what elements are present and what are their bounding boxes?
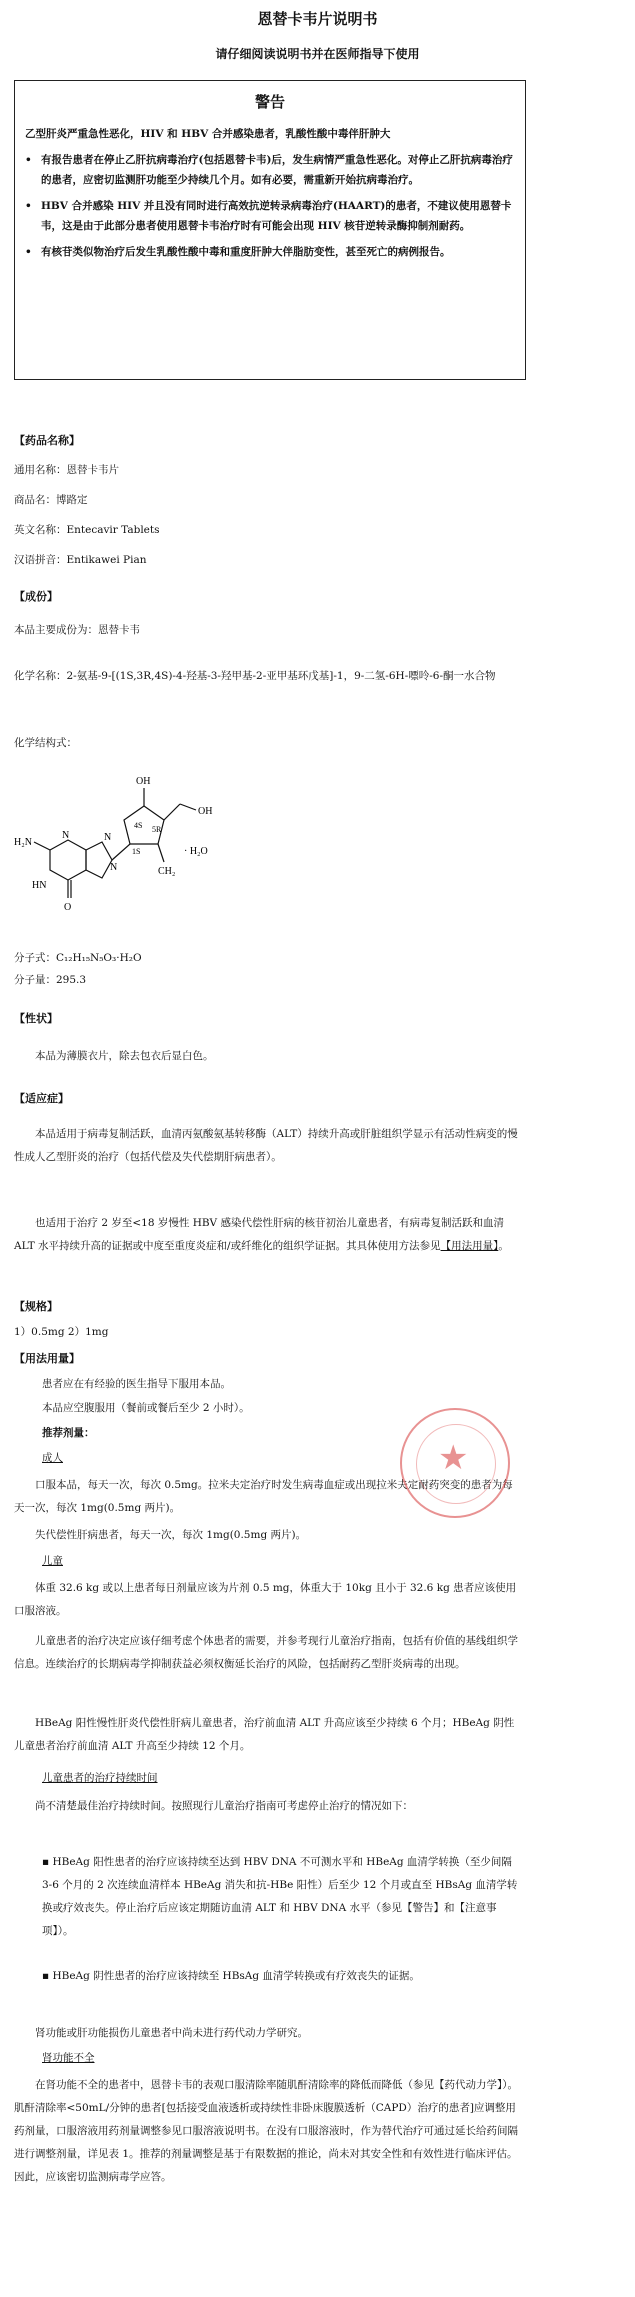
child-dose-paragraph: 体重 32.6 kg 或以上患者每日剂量应该为片剂 0.5 mg，体重大于 10kg 且小于 32.6 kg 患者应该使用口服溶液。	[14, 1582, 517, 1617]
recommended-dose-label: 推荐剂量：	[42, 1427, 95, 1439]
stereo-label: 4S	[134, 821, 143, 830]
atom-label: · H₂O	[184, 846, 208, 857]
child-duration-subheading: 儿童患者的治疗持续时间	[42, 1772, 158, 1784]
indications-paragraph: 本品适用于病毒复制活跃，血清丙氨酸氨基转移酶（ALT）持续升高或肝脏组织学显示有活动性病变的慢性成人乙型肝炎的治疗（包括代偿及失代偿期肝病患者）。	[14, 1128, 518, 1163]
properties-text: 本品为薄膜衣片，除去包衣后显白色。	[35, 1050, 214, 1062]
indications-paragraph: 也适用于治疗 2 岁至<18 岁慢性 HBV 感染代偿性肝病的核苷初治儿童患者，有病毒复制活跃和血清 ALT 水平持续升高的证据或中度至重度炎症和/或纤维化的组织学证据。其具体使用方法参见【用法用量】。	[14, 1217, 509, 1252]
section-properties: 【性状】	[14, 1012, 58, 1025]
main-ingredient: 本品主要成份为：恩替卡韦	[14, 624, 140, 636]
document-subtitle: 请仔细阅读说明书并在医师指导下使用	[215, 47, 420, 61]
child-treatment-paragraph: 儿童患者的治疗决定应该仔细考虑个体患者的需要，并参考现行儿童治疗指南，包括有价值的基线组织学信息。连续治疗的长期病毒学抑制获益必须权衡延长治疗的风险，包括耐药乙型肝炎病毒的出现。	[14, 1635, 518, 1670]
chemical-structure-diagram	[12, 770, 232, 940]
decompensated-dose: 失代偿性肝病患者，每天一次，每次 1mg(0.5mg 两片)。	[35, 1529, 307, 1541]
stereo-label: 5R	[152, 825, 162, 834]
chemical-name: 化学名称：2-氨基-9-[(1S,3R,4S)-4-羟基-3-羟甲基-2-亚甲基环戊基]-1，9-二氢-6H-嘌呤-6-酮一水合物	[14, 670, 496, 682]
atom-label: N	[62, 830, 70, 841]
section-dosage: 【用法用量】	[14, 1352, 80, 1365]
child-alt-paragraph: HBeAg 阳性慢性肝炎代偿性肝病儿童患者，治疗前血清 ALT 升高应该至少持续 6 个月；HBeAg 阴性儿童患者治疗前血清 ALT 升高至少持续 12 个月。	[14, 1717, 515, 1752]
specification-text: 1）0.5mg 2）1mg	[14, 1326, 109, 1338]
section-drug-name: 【药品名称】	[14, 434, 80, 447]
atom-label: OH	[198, 806, 213, 817]
company-seal-stamp	[400, 1408, 510, 1518]
atom-label: N	[104, 832, 112, 843]
duration-paragraph: 尚不清楚最佳治疗持续时间。按照现行儿童治疗指南可考虑停止治疗的情况如下：	[35, 1800, 413, 1812]
renal-subheading: 肾功能不全	[42, 2052, 95, 2064]
atom-label: H₂N	[14, 837, 32, 848]
atom-label: N	[110, 862, 118, 873]
warning-heading: 警告	[254, 93, 285, 111]
molecular-formula: 分子式：C₁₂H₁₅N₅O₃·H₂O	[14, 952, 142, 964]
atom-label: O	[64, 902, 72, 913]
bullet-icon: ▪	[42, 1856, 53, 1868]
bullet-icon: •	[25, 200, 32, 212]
atom-label: OH	[136, 776, 151, 787]
seal-star-icon: ★	[438, 1438, 469, 1478]
dosage-link[interactable]: 【用法用量】	[440, 1240, 499, 1252]
child-subheading: 儿童	[42, 1555, 63, 1567]
atom-label: HN	[32, 880, 47, 891]
warning-item: • 有核苷类似物治疗后发生乳酸性酸中毒和重度肝肿大伴脂肪变性，甚至死亡的病例报告。	[25, 242, 515, 262]
section-indications: 【适应症】	[14, 1092, 69, 1105]
bullet-icon: •	[25, 154, 32, 166]
dosage-line: 本品应空腹服用（餐前或餐后至少 2 小时）。	[42, 1402, 250, 1414]
generic-name: 通用名称：恩替卡韦片	[14, 464, 119, 476]
dosage-line: 患者应在有经验的医生指导下服用本品。	[42, 1378, 231, 1390]
warning-lead: 乙型肝炎严重急性恶化，HIV 和 HBV 合并感染患者，乳酸性酸中毒伴肝肿大	[25, 128, 391, 140]
renal-child-note: 肾功能或肝功能损伤儿童患者中尚未进行药代动力学研究。	[35, 2027, 308, 2039]
bullet-icon: ▪	[42, 1970, 53, 1982]
document-title: 恩替卡韦片说明书	[257, 10, 378, 28]
warning-item: • 有报告患者在停止乙肝抗病毒治疗(包括恩替卡韦)后，发生病情严重急性恶化。对停止乙肝抗病毒治疗的患者，应密切监测肝功能至少持续几个月。如有必要，需重新开始抗病毒治疗。	[25, 150, 515, 190]
bullet-icon: •	[25, 246, 32, 258]
renal-paragraph: 在肾功能不全的患者中，恩替卡韦的表观口服清除率随肌酐清除率的降低而降低（参见【药代动力学】）。肌酐清除率<50mL/分钟的患者[包括接受血液透析或持续性非卧床腹膜透析（CAPD）治疗的患者]应调整用药剂量，口服溶液用药剂量调整参见口服溶液说明书。在没有口服溶液时，作为替代治疗可通过延长给药间隔进行调整剂量，详见表 1。推荐的剂量调整是基于有限数据的推论，尚未对其安全性和有效性进行临床评估。因此，应该密切监测病毒学应答。	[14, 2079, 518, 2183]
english-name: 英文名称：Entecavir Tablets	[14, 524, 160, 536]
duration-bullet: ▪ HBeAg 阴性患者的治疗应该持续至 HBsAg 血清学转换或有疗效丧失的证据。	[42, 1970, 420, 1982]
section-ingredients: 【成份】	[14, 590, 58, 603]
adult-subheading: 成人	[42, 1452, 63, 1464]
adult-dose-paragraph: 口服本品，每天一次，每次 0.5mg。拉米夫定治疗时发生病毒血症或出现拉米夫定耐药突变的患者为每天一次，每次 1mg(0.5mg 两片)。	[14, 1479, 513, 1514]
stereo-label: 1S	[132, 847, 141, 856]
section-specification: 【规格】	[14, 1300, 58, 1313]
molecular-weight: 分子量：295.3	[14, 974, 87, 986]
pinyin-name: 汉语拼音：Entikawei Pian	[14, 554, 147, 566]
atom-label: CH₂	[158, 866, 176, 877]
warning-item: • HBV 合并感染 HIV 并且没有同时进行高效抗逆转录病毒治疗(HAART)的患者，不建议使用恩替卡韦，这是由于此部分患者使用恩替卡韦治疗时有可能会出现 HIV 核苷逆转录酶抑制剂耐药。	[25, 196, 515, 236]
warning-box	[14, 80, 526, 380]
duration-bullet: ▪ HBeAg 阳性患者的治疗应该持续至达到 HBV DNA 不可测水平和 HBeAg 血清学转换（至少间隔 3-6 个月的 2 次连续血清样本 HBeAg 消失和抗-HBe 阳性）后至少 12 个月或直至 HBsAg 血清学转换或疗效丧失。停止治疗后应该定期随访血清 ALT 和 HBV DNA 水平（参见【警告】和【注意事项】）。	[42, 1856, 518, 1937]
structure-label: 化学结构式：	[14, 737, 77, 749]
trade-name: 商品名：博路定	[14, 494, 88, 506]
